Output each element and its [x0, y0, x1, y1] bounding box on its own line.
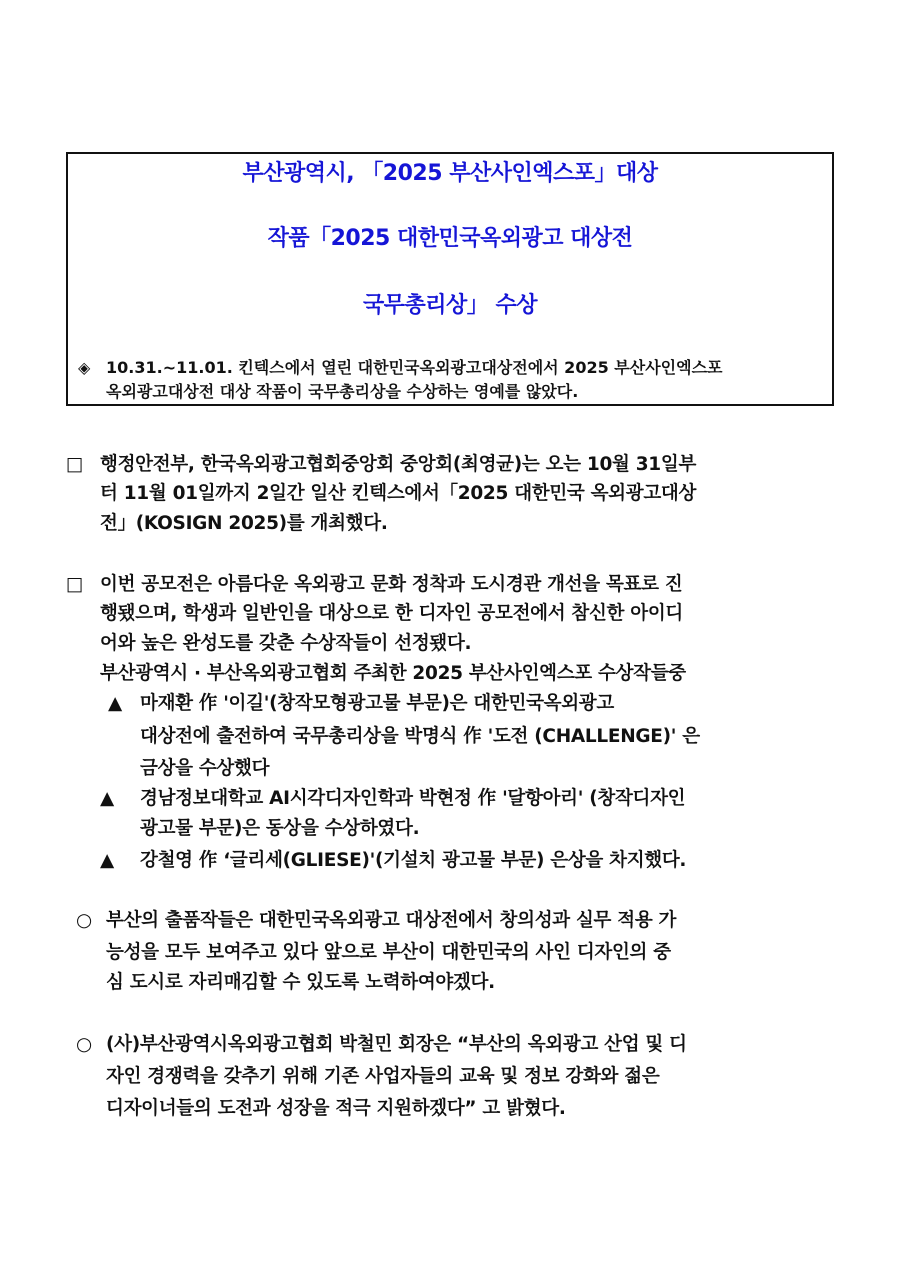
p1-line-3: 전」(KOSIGN 2025)를 개최했다.: [100, 513, 388, 534]
award-1-line-2: 대상전에 출전하여 국무총리상을 박명식 作 '도전 (CHALLENGE)' 은: [140, 726, 700, 747]
p1-line-2: 터 11월 01일까지 2일간 일산 킨텍스에서「2025 대한민국 옥외광고대상: [100, 483, 697, 504]
headline-box: [66, 152, 834, 406]
award-1-line-3: 금상을 수상했다: [140, 758, 270, 779]
square-bullet-icon: □: [66, 454, 84, 475]
award-1-line-1: ▲ 마재환 作 '이길'(창작모형광고물 부문)은 대한민국옥외광고: [108, 693, 614, 714]
headline-summary: [78, 356, 828, 404]
diamond-marker-icon: ◈: [78, 358, 91, 377]
p2-line-3: 어와 높은 완성도를 갖춘 수상작들이 선정됐다.: [100, 633, 472, 654]
triangle-bullet-icon: ▲: [108, 693, 122, 714]
p4-line-1: ○ (사)부산광역시옥외광고협회 박철민 회장은 “부산의 옥외광고 산업 및 디: [76, 1034, 687, 1055]
headline-title-line-3: 국무총리상」 수상: [363, 293, 537, 318]
p2-line-1: □ 이번 공모전은 아름다운 옥외광고 문화 정착과 도시경관 개선을 목표로 진: [66, 574, 683, 595]
award-3-line-1: ▲ 강철영 作 ‘글리세(GLIESE)'(기설치 광고물 부문) 은상을 차지했다.: [100, 850, 687, 871]
p2-line-4: 부산광역시 · 부산옥외광고협회 주최한 2025 부산사인엑스포 수상작들중: [100, 663, 686, 684]
square-bullet-icon: □: [66, 574, 84, 595]
triangle-bullet-icon: ▲: [100, 850, 114, 871]
summary-line-1: 10.31.~11.01. 킨텍스에서 열린 대한민국옥외광고대상전에서 2025 부산사인엑스포: [106, 358, 723, 377]
circle-bullet-icon: ○: [76, 910, 92, 931]
headline-title-line-2: 작품「2025 대한민국옥외광고 대상전: [267, 226, 633, 251]
award-2-line-1: ▲ 경남정보대학교 AI시각디자인학과 박현정 作 '달항아리' (창작디자인: [100, 788, 686, 809]
circle-bullet-icon: ○: [76, 1034, 92, 1055]
triangle-bullet-icon: ▲: [100, 788, 114, 809]
p3-line-2: 능성을 모두 보여주고 있다 앞으로 부산이 대한민국의 사인 디자인의 중: [106, 942, 671, 963]
p1-line-1: □ 행정안전부, 한국옥외광고협회중앙회 중앙회(최영균)는 오는 10월 31일부: [66, 454, 697, 475]
award-2-line-2: 광고물 부문)은 동상을 수상하였다.: [140, 818, 420, 839]
p3-line-1: ○ 부산의 출품작들은 대한민국옥외광고 대상전에서 창의성과 실무 적용 가: [76, 910, 677, 931]
summary-line-2: 옥외광고대상전 대상 작품이 국무총리상을 수상하는 영예를 않았다.: [106, 382, 579, 401]
p4-line-2: 자인 경쟁력을 갖추기 위해 기존 사업자들의 교육 및 정보 강화와 젊은: [106, 1066, 660, 1087]
p3-line-3: 심 도시로 자리매김할 수 있도록 노력하여야겠다.: [106, 972, 495, 993]
p4-line-3: 디자이너들의 도전과 성장을 적극 지원하겠다” 고 밝혔다.: [106, 1098, 566, 1119]
headline-title-line-1: 부산광역시, 「2025 부산사인엑스포」대상: [242, 161, 658, 186]
p2-line-2: 행됐으며, 학생과 일반인을 대상으로 한 디자인 공모전에서 참신한 아이디: [100, 603, 683, 624]
